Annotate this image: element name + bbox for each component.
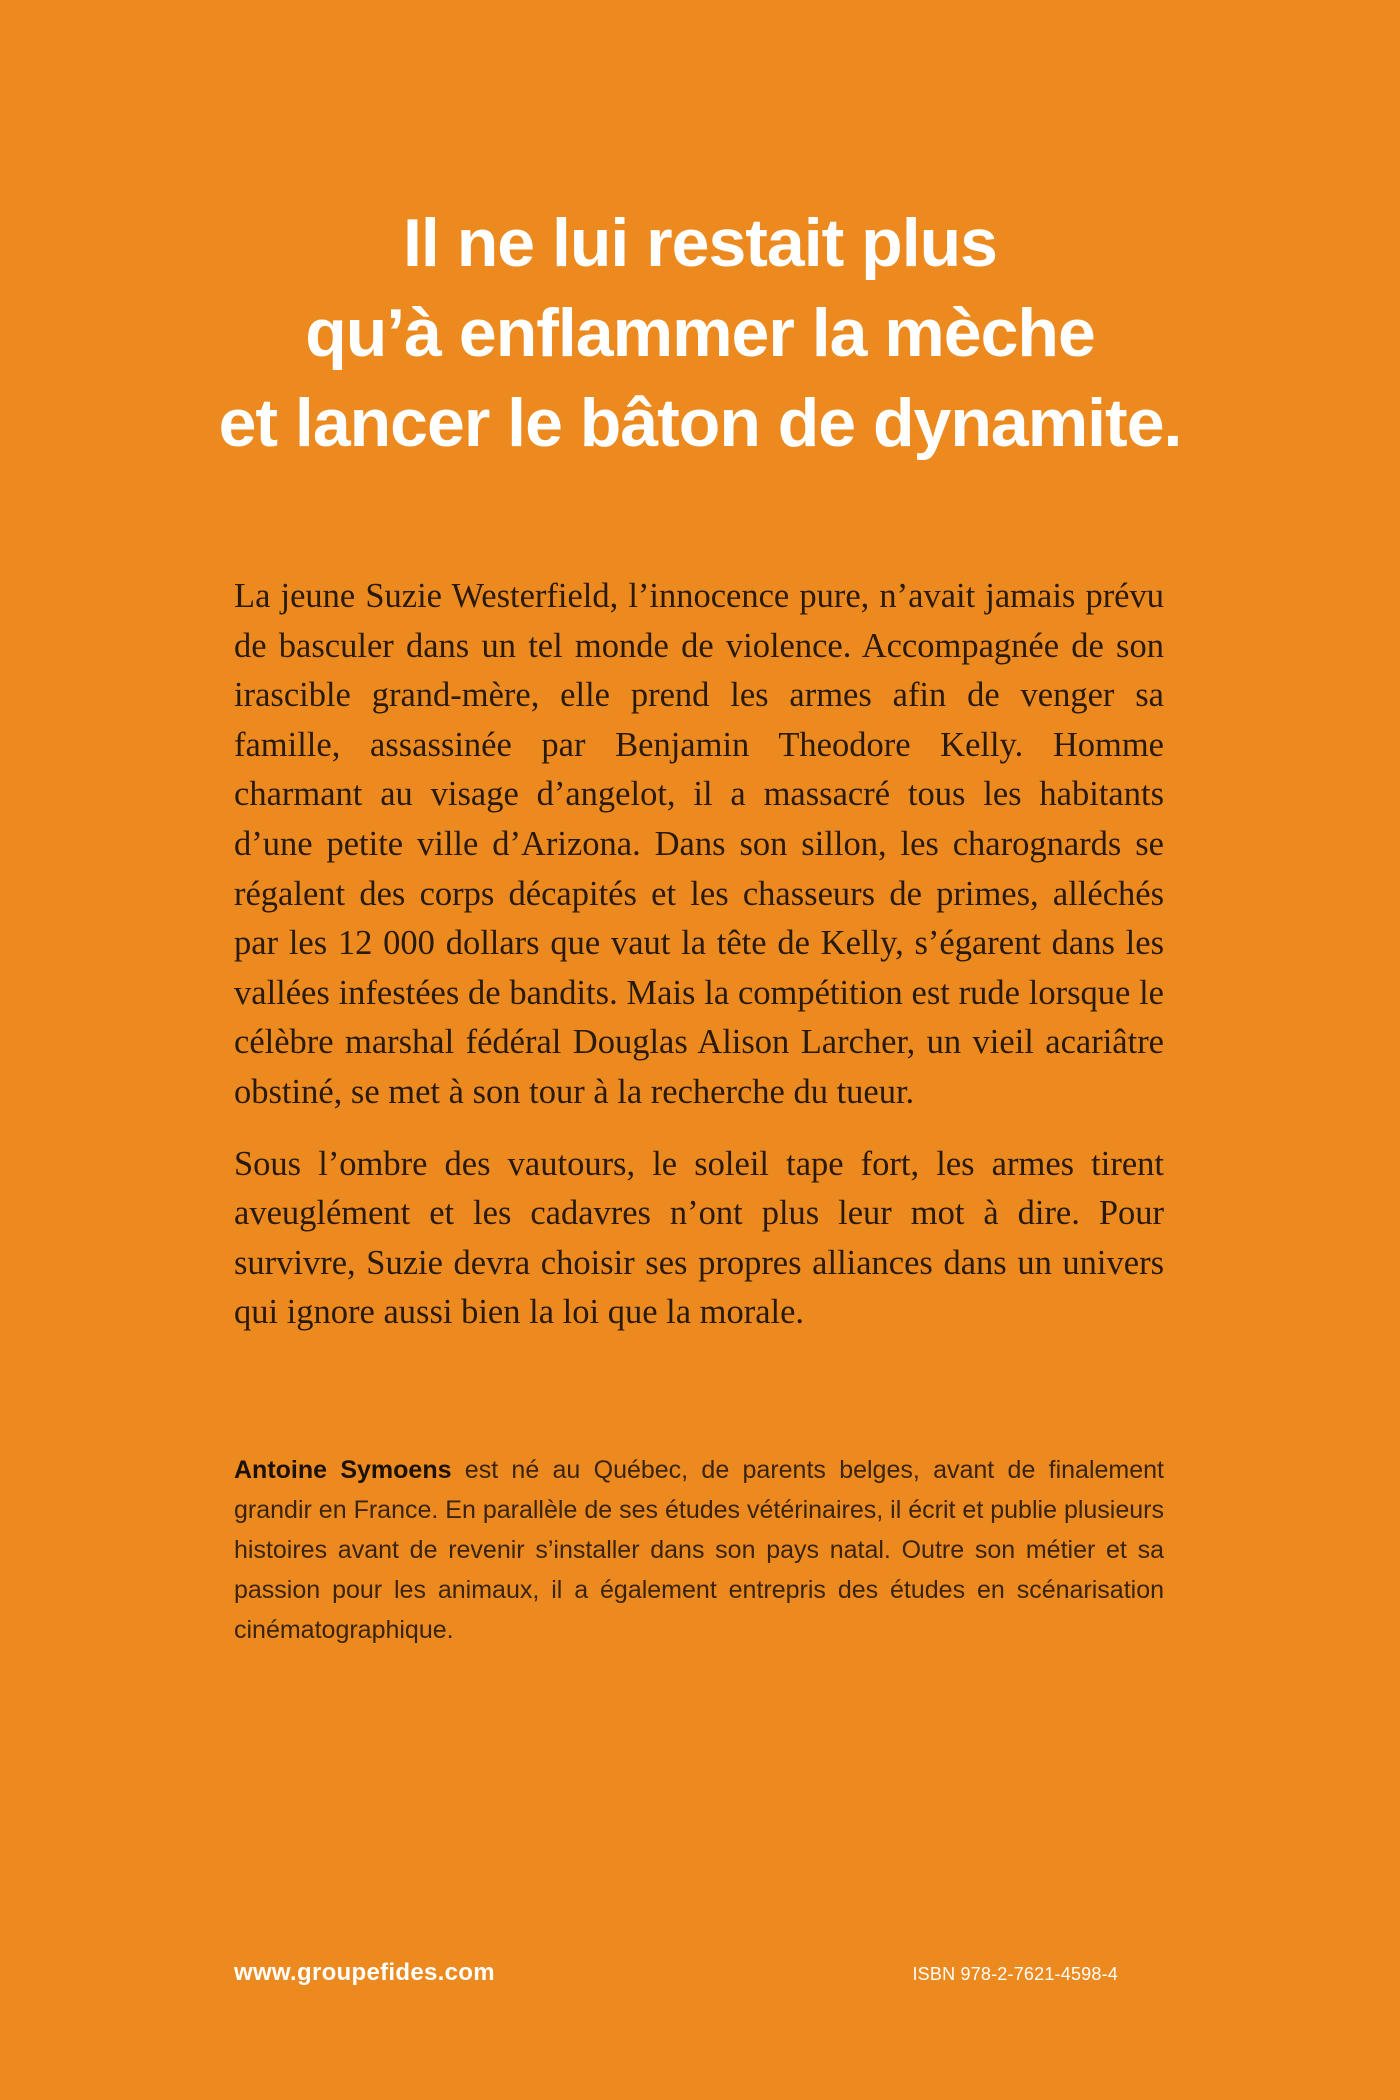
isbn: ISBN 978-2-7621-4598-4 <box>912 1964 1118 1984</box>
synopsis-paragraph-1: La jeune Suzie Westerfield, l’innocence pure, n’avait jamais prévu de basculer dans un tel monde de violence. Accompagnée de son irascible grand-mère, elle prend les armes afin de venger sa famille, assassinée par Benjamin Theodore Kelly. Homme charmant au visage d’angelot, il a massacré tous les habitants d’une petite ville d’Arizona. Dans son sillon, les charognards se régalent des corps décapités et les chasseurs de primes, alléchés par les 12 000 dollars que vaut la tête de Kelly, s’égarent dans les vallées infestées de bandits. Mais la compétition est rude lorsque le célèbre marshal fédéral Douglas Alison Larcher, un vieil acariâtre obstiné, se met à son tour à la recherche du tueur. <box>234 577 1164 1111</box>
author-name: Antoine Symoens <box>234 1456 452 1484</box>
synopsis <box>234 572 1164 1360</box>
headline <box>0 198 1400 468</box>
author-bio-text: est né au Québec, de parents belges, avant de finalement grandir en France. En parallèle de ses études vétérinaires, il écrit et publie plusieurs histoires avant de revenir s’installer dans son pays natal. Outre son métier et sa passion pour les animaux, il a également entrepris des études en scénarisation cinématographique. <box>234 1456 1164 1644</box>
headline-line-2: qu’à enflammer la mèche <box>305 295 1095 371</box>
author-bio <box>234 1450 1164 1650</box>
headline-line-3: et lancer le bâton de dynamite. <box>218 385 1182 461</box>
headline-line-1: Il ne lui restait plus <box>403 205 997 281</box>
author-bio-paragraph <box>234 1450 1164 1650</box>
publisher-website: www.groupefides.com <box>234 1959 495 1986</box>
synopsis-paragraph-2: Sous l’ombre des vautours, le soleil tape fort, les armes tirent aveuglément et les cadavres n’ont plus leur mot à dire. Pour survivre, Suzie devra choisir ses propres alliances dans un univers qui ignore aussi bien la loi que la morale. <box>234 1144 1164 1332</box>
